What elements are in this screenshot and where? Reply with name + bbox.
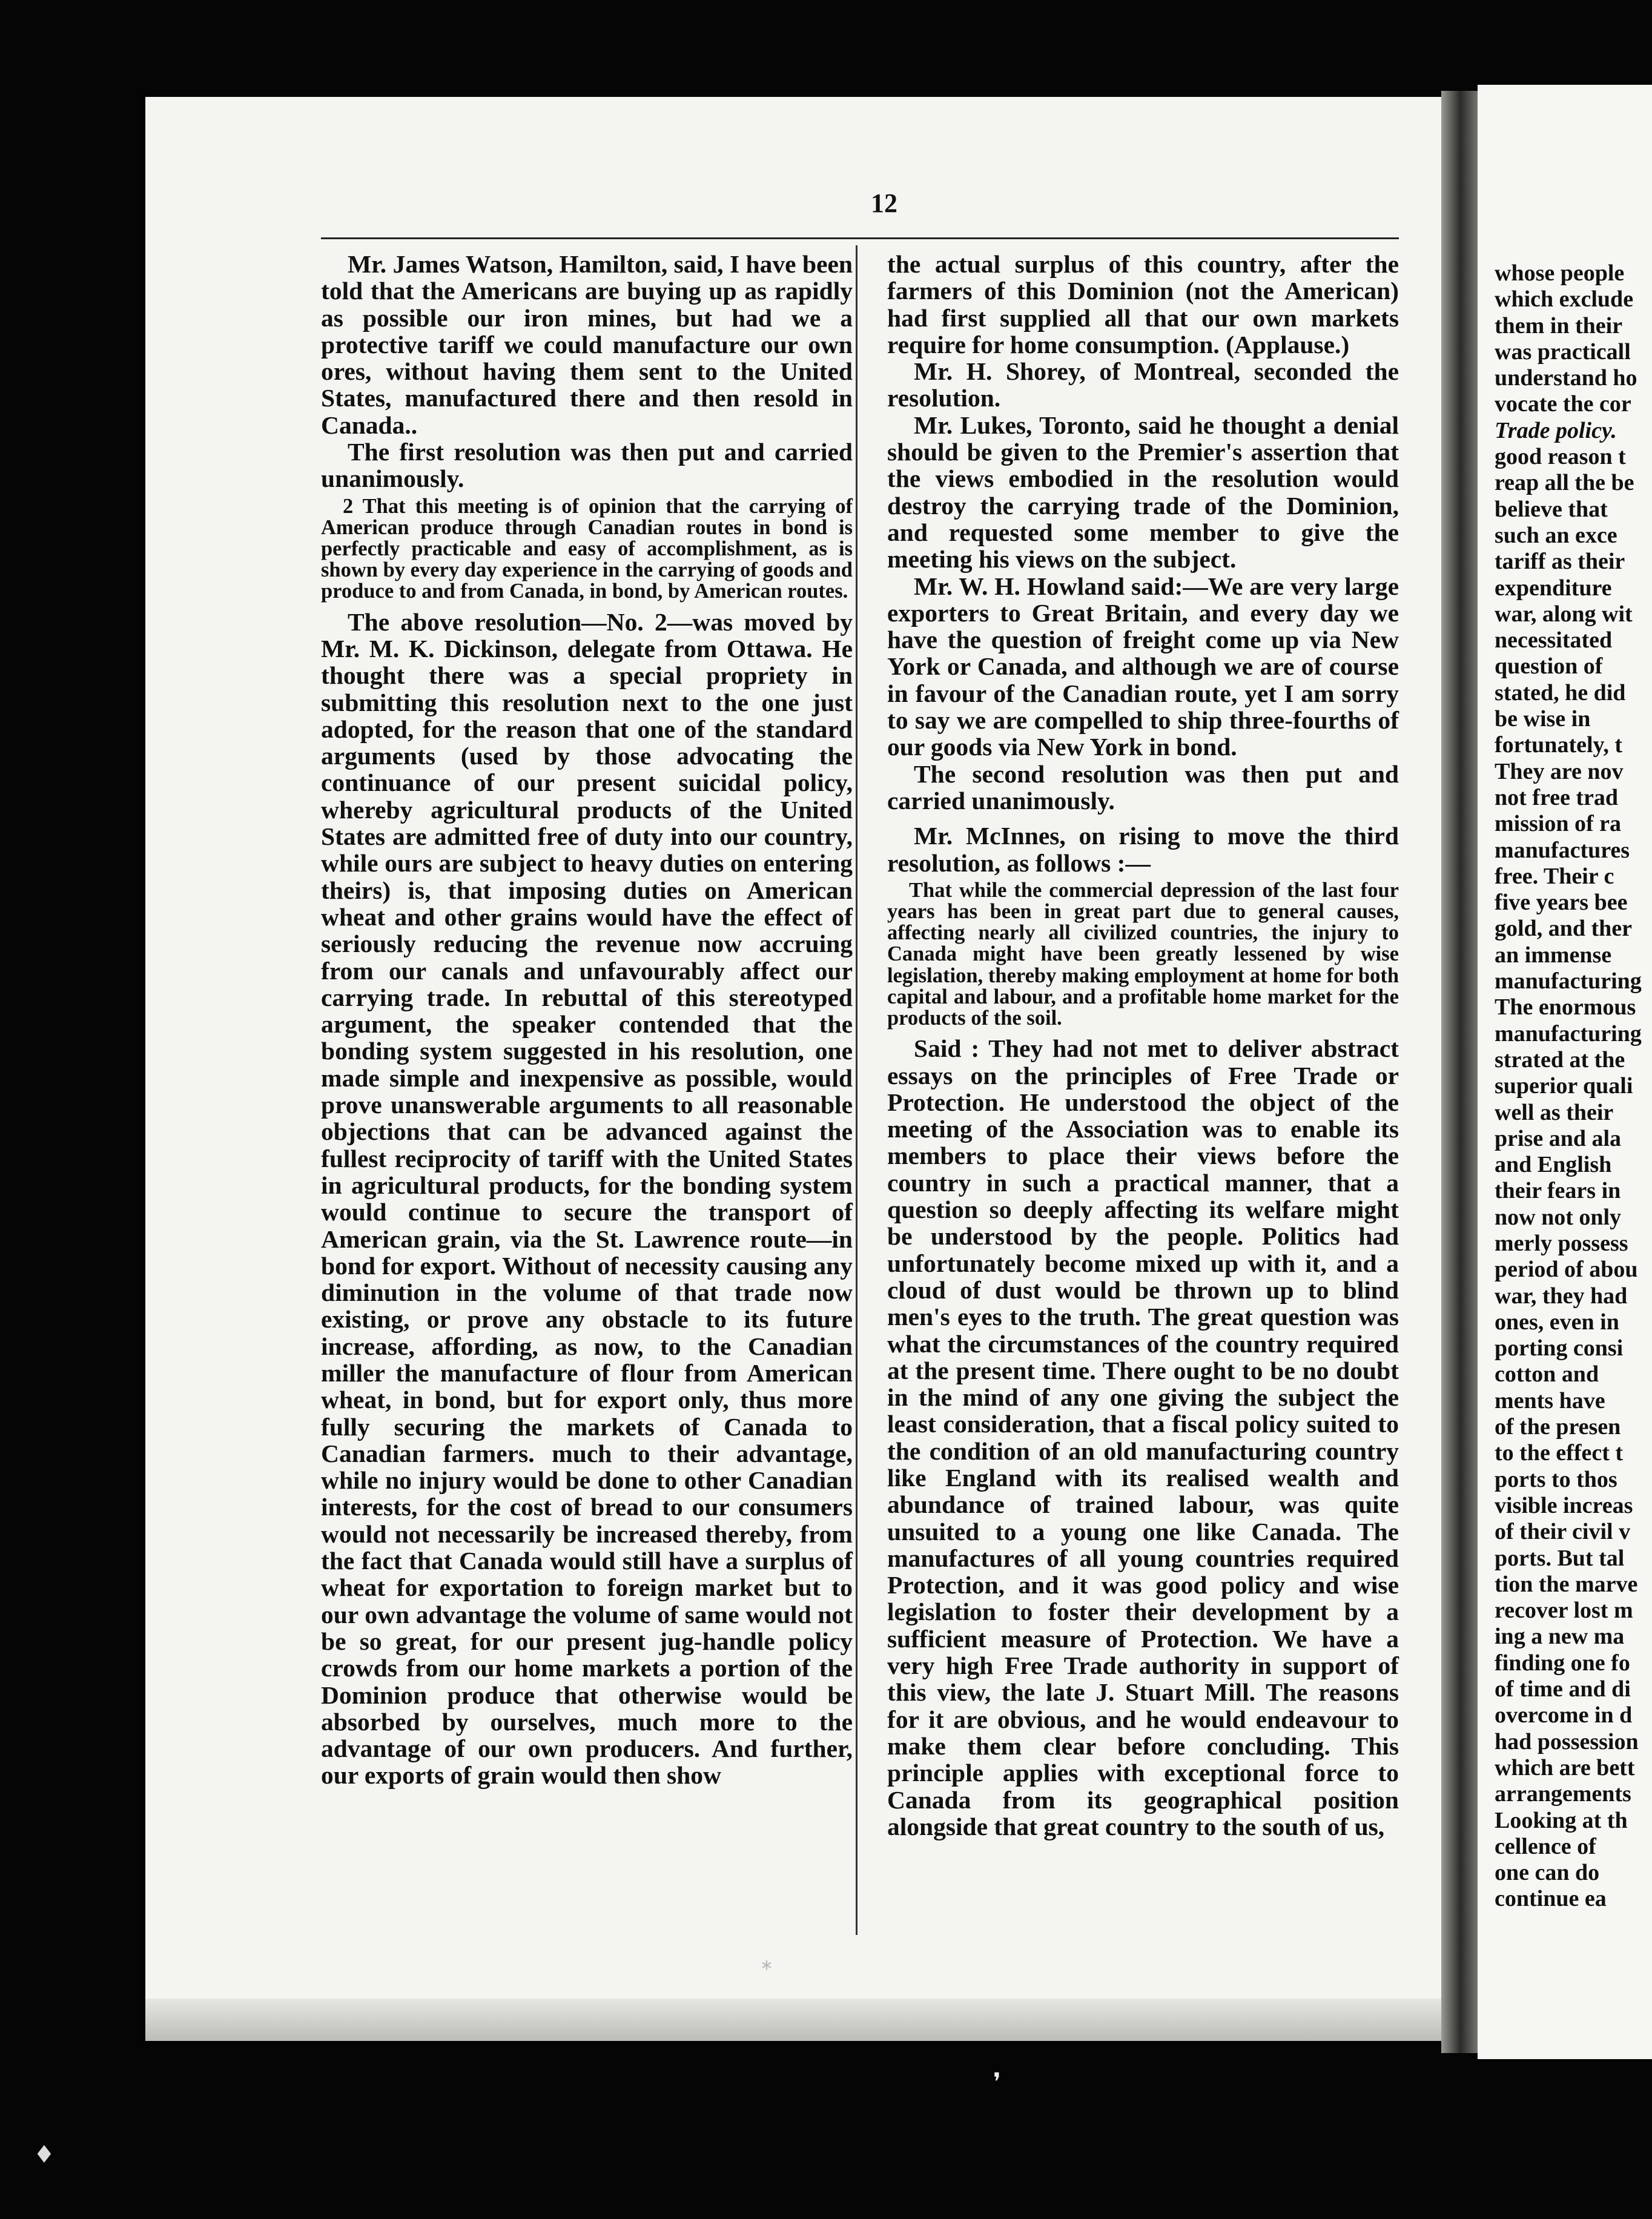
adjacent-page-line: well as their bbox=[1495, 1099, 1614, 1125]
adjacent-page-line: believe that bbox=[1495, 496, 1608, 522]
adjacent-page-line: now not only bbox=[1495, 1204, 1622, 1230]
adjacent-page-line: period of abou bbox=[1495, 1257, 1638, 1283]
paragraph-howland: Mr. W. H. Howland said:—We are very large exporters to Great Britain, and every day we have the question of freight come up via New York or Canada, and although we are of course in favour of the Canadian route, yet I am sorry to say we are compelled to ship three-fourths of our goods via New York in bond. bbox=[887, 572, 1399, 761]
column-divider bbox=[856, 245, 857, 1935]
adjacent-page-line: war, along wit bbox=[1495, 601, 1633, 627]
adjacent-page-line: understand ho bbox=[1495, 365, 1637, 391]
adjacent-page-line: ones, even in bbox=[1495, 1309, 1619, 1335]
paragraph-second-resolution-carried: The second resolution was then put and carried unanimously. bbox=[887, 759, 1399, 815]
adjacent-page-line: to the effect t bbox=[1495, 1440, 1624, 1466]
paragraph-lukes: Mr. Lukes, Toronto, said he thought a denial should be given to the Premier's assertion that the views embodied in the resolution would destroy the carrying trade of the Dominion, and requested some member to give the meeting his views on the subject. bbox=[887, 411, 1399, 574]
adjacent-page-line: merly possess bbox=[1495, 1230, 1628, 1256]
left-column bbox=[321, 251, 853, 1789]
paragraph-first-resolution-carried: The first resolution was then put and carried unanimously. bbox=[321, 438, 853, 493]
adjacent-page-line: gold, and ther bbox=[1495, 916, 1632, 942]
adjacent-page-line: continue ea bbox=[1495, 1886, 1607, 1912]
paragraph-dickinson: The above resolution—No. 2—was moved by Mr. M. K. Dickinson, delegate from Ottawa. He thought there was a special propriety in submitting this resolution next to the one just adopted, for the reason that one of the standard arguments (used by those advocating the continuance of our present suicidal policy, whereby agricultural products of the United States are admitted free of duty into our country, while ours are subject to heavy duties on entering theirs) is, that imposing duties on American wheat and other grains would have the effect of seriously reducing the revenue now accruing from our canals and unfavourably affect our carrying trade. In rebuttal of this stereotyped argument, the speaker contended that the bonding system suggested in his resolution, one made simple and inexpensive as possible, would prove unanswerable arguments to all reasonable objections that can be advanced against the fullest reciprocity of tariff with the United States in agricultural products, for the bonding system would continue to secure the transport of American grain, via the St. Lawrence route—in bond for export. Without of necessity causing any diminution in the volume of that trade now existing, or prove any obstacle to its future increase, affording, as now, to the Canadian miller the manufacture of flour from American wheat, in bond, but for export only, thus more fully securing the markets of Canada to Canadian farmers. much to their advantage, while no injury would be done to other Canadian interests, for the cost of bread to our consumers would not necessarily be increased thereby, from the fact that Canada would still have a surplus of wheat for exportation to foreign market but to our own advantage the volume of same would not be so great, for our present jug-handle policy crowds from our home markets a portion of the Dominion produce that otherwise would be absorbed by ourselves, much more to the advantage of our own producers. And further, our exports of grain would then show bbox=[321, 607, 853, 1790]
adjacent-page-line: Looking at th bbox=[1495, 1807, 1628, 1833]
adjacent-page-line: which are bett bbox=[1495, 1754, 1635, 1781]
adjacent-page-line: overcome in d bbox=[1495, 1702, 1633, 1728]
adjacent-page-line: manufacturing bbox=[1495, 1020, 1642, 1047]
adjacent-page-line: strated at the bbox=[1495, 1047, 1625, 1073]
paragraph-shorey: Mr. H. Shorey, of Montreal, seconded the resolution. bbox=[887, 357, 1399, 412]
adjacent-page-line: whose people bbox=[1495, 260, 1625, 286]
adjacent-page-line: They are nov bbox=[1495, 758, 1624, 784]
adjacent-page-line: ports. But tal bbox=[1495, 1545, 1625, 1571]
adjacent-page-line: finding one fo bbox=[1495, 1650, 1630, 1676]
paragraph-watson: Mr. James Watson, Hamilton, said, I have been told that the Americans are buying up as rapidly as possible our iron mines, but had we a protective tariff we could manufacture our own ores, without having them sent to the United States, manufactured there and then resold in Canada.. bbox=[321, 250, 853, 439]
adjacent-page-line: stated, he did bbox=[1495, 680, 1626, 706]
adjacent-page-line: free. Their c bbox=[1495, 863, 1614, 889]
adjacent-page-line: ments have bbox=[1495, 1387, 1605, 1414]
adjacent-page-line: such an exce bbox=[1495, 522, 1617, 548]
adjacent-page-column bbox=[1495, 260, 1652, 1913]
page-bottom-shadow bbox=[145, 1999, 1465, 2041]
adjacent-page-line: of the presen bbox=[1495, 1414, 1621, 1440]
adjacent-page-line: of their civil v bbox=[1495, 1519, 1631, 1545]
adjacent-page-line: tariff as their bbox=[1495, 549, 1625, 575]
adjacent-page-line: not free trad bbox=[1495, 784, 1619, 810]
adjacent-page-line: fortunately, t bbox=[1495, 732, 1623, 758]
ink-speck: ∗ bbox=[760, 1956, 773, 1974]
adjacent-page-line: was practicall bbox=[1495, 339, 1631, 365]
adjacent-page-line: reap all the be bbox=[1495, 470, 1634, 496]
adjacent-page-line: recover lost m bbox=[1495, 1598, 1633, 1624]
adjacent-page-line: war, they had bbox=[1495, 1283, 1628, 1309]
paragraph-mcinnes-speech: Said : They had not met to deliver abstract essays on the principles of Free Trade or Protection. He understood the object of the meeting of the Association was to enable its members to place their views before the country in such a practical manner, that a question so deeply affecting its welfare might be understood by the people. Politics had unfortunately become mixed up with it, and a cloud of dust would be thrown up to blind men's eyes to the truth. The great question was what the circumstances of the country required at the present time. There ought to be no doubt in the mind of any one giving the subject the least consideration, that a fiscal policy suited to the condition of an old manufacturing country like England with its realised wealth and abundance of trained labour, was quite unsuited to a young one like Canada. The manufactures of all young countries required Protection, and it was good policy and wise legislation to foster their development by a sufficient measure of Protection. We have a very high Free Trade authority in support of this view, the late J. Stuart Mill. The reasons for it are obvious, and he would endeavour to make them clear before concluding. This principle applies with exceptional force to Canada from its geographical position alongside that great country to the south of us, bbox=[887, 1034, 1399, 1840]
adjacent-page-line: mission of ra bbox=[1495, 811, 1621, 837]
adjacent-page-line: and English bbox=[1495, 1152, 1612, 1178]
adjacent-page-line: The enormous bbox=[1495, 994, 1636, 1020]
adjacent-page-line: arrangements bbox=[1495, 1781, 1631, 1807]
adjacent-page-line: had possession bbox=[1495, 1728, 1639, 1754]
paragraph-continuation: the actual surplus of this country, after the farmers of this Dominion (not the American) had first supplied all that our own markets require for home consumption. (Applause.) bbox=[887, 250, 1399, 359]
adjacent-page-line: which exclude bbox=[1495, 286, 1634, 313]
adjacent-page-line: visible increas bbox=[1495, 1492, 1633, 1518]
page-number: 12 bbox=[871, 188, 897, 218]
adjacent-page-line: five years bee bbox=[1495, 890, 1628, 916]
adjacent-page-line: one can do bbox=[1495, 1860, 1600, 1886]
adjacent-page-line: good reason t bbox=[1495, 444, 1626, 470]
adjacent-page-line: ing a new ma bbox=[1495, 1624, 1625, 1650]
header-rule bbox=[321, 237, 1399, 239]
adjacent-page-line: prise and ala bbox=[1495, 1125, 1622, 1151]
resolution-two-text: 2 That this meeting is of opinion that the carrying of American produce through Canadian routes in bond is perfectly practicable and easy of accomplishment, as is shown by every day experience in the carrying of goods and produce to and from Canada, in bond, by American routes. bbox=[321, 494, 853, 603]
adjacent-page-line: question of bbox=[1495, 653, 1603, 680]
adjacent-page-line: their fears in bbox=[1495, 1178, 1621, 1204]
adjacent-page-line: of time and di bbox=[1495, 1676, 1631, 1702]
ink-mark: ❜ bbox=[993, 2068, 1001, 2096]
resolution-three-text: That while the commercial depression of the last four years has been in great part due to general causes, affecting nearly all civilized countries, the injury to Canada might have been greatly lessened by wise legislation, thereby making employment at home for both capital and labour, and a profitable home market for the products of the soil. bbox=[887, 878, 1399, 1030]
adjacent-page-line: manufactures bbox=[1495, 837, 1630, 863]
adjacent-page-line: porting consi bbox=[1495, 1335, 1624, 1361]
adjacent-page-line: Trade policy. bbox=[1495, 417, 1617, 443]
adjacent-page-line: them in their bbox=[1495, 313, 1623, 339]
paragraph-mcinnes-intro: Mr. McInnes, on rising to move the third resolution, as follows :— bbox=[887, 822, 1399, 877]
adjacent-page-line: cotton and bbox=[1495, 1361, 1599, 1387]
adjacent-page-line: expenditure bbox=[1495, 575, 1612, 601]
adjacent-page-line: cellence of bbox=[1495, 1833, 1596, 1859]
adjacent-page-line: manufacturing bbox=[1495, 968, 1642, 994]
middle-column bbox=[887, 251, 1399, 1840]
adjacent-page-line: superior quali bbox=[1495, 1073, 1633, 1099]
adjacent-page-line: ports to thos bbox=[1495, 1466, 1617, 1492]
ink-mark: ♦ bbox=[33, 2141, 55, 2169]
adjacent-page-line: an immense bbox=[1495, 942, 1612, 968]
adjacent-page-line: tion the marve bbox=[1495, 1571, 1638, 1597]
adjacent-page-line: necessitated bbox=[1495, 627, 1613, 653]
adjacent-page-line: be wise in bbox=[1495, 706, 1591, 732]
adjacent-page-line: vocate the cor bbox=[1495, 391, 1631, 417]
